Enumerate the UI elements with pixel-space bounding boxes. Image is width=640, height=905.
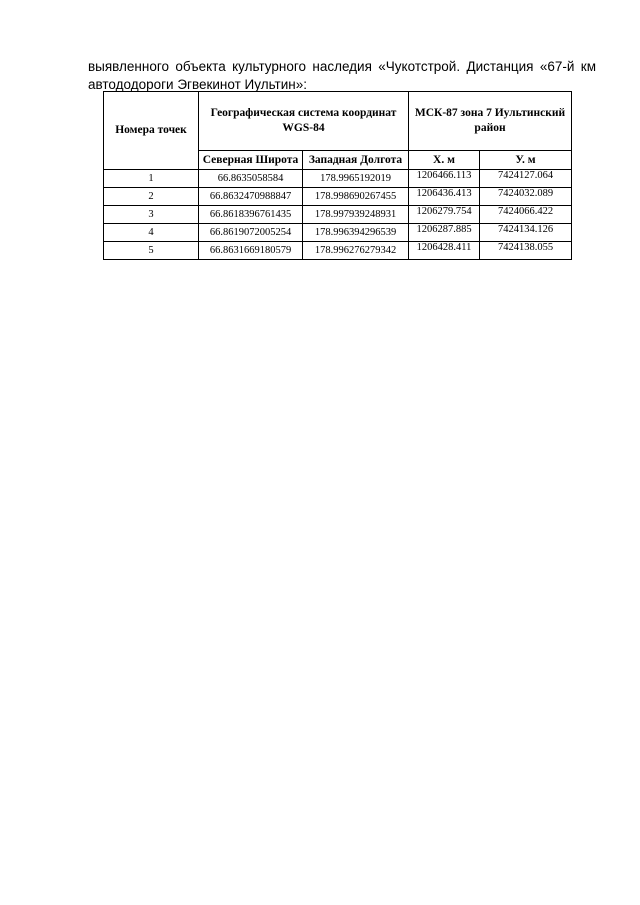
coordinates-table xyxy=(103,91,572,260)
point-number: 3 xyxy=(104,206,199,224)
intro-paragraph: выявленного объекта культурного наследия «Чукотстрой. Дистанция «67-й км автододороги Эгвекинот Иультин»: xyxy=(88,58,596,92)
y-value: 7424032.089 xyxy=(480,188,572,206)
table-row xyxy=(104,188,572,206)
x-value: 1206466.113 xyxy=(409,170,480,188)
header-point-numbers: Номера точек xyxy=(104,92,199,170)
table-row xyxy=(104,170,572,188)
table-row xyxy=(104,206,572,224)
x-value: 1206428.411 xyxy=(409,242,480,260)
header-x-m: Х. м xyxy=(409,151,480,170)
y-value: 7424066.422 xyxy=(480,206,572,224)
latitude-value: 66.8618396761435 xyxy=(199,206,303,224)
longitude-value: 178.998690267455 xyxy=(303,188,409,206)
latitude-value: 66.8635058584 xyxy=(199,170,303,188)
table-row xyxy=(104,242,572,260)
longitude-value: 178.996394296539 xyxy=(303,224,409,242)
longitude-value: 178.997939248931 xyxy=(303,206,409,224)
latitude-value: 66.8631669180579 xyxy=(199,242,303,260)
y-value: 7424138.055 xyxy=(480,242,572,260)
header-north-latitude: Северная Широта xyxy=(199,151,303,170)
longitude-value: 178.996276279342 xyxy=(303,242,409,260)
longitude-value: 178.9965192019 xyxy=(303,170,409,188)
table-body xyxy=(104,170,572,260)
header-geo-system: Географическая система координат WGS-84 xyxy=(199,92,409,151)
x-value: 1206287.885 xyxy=(409,224,480,242)
point-number: 1 xyxy=(104,170,199,188)
y-value: 7424134.126 xyxy=(480,224,572,242)
point-number: 4 xyxy=(104,224,199,242)
point-number: 2 xyxy=(104,188,199,206)
point-number: 5 xyxy=(104,242,199,260)
table-header xyxy=(104,92,572,170)
x-value: 1206436.413 xyxy=(409,188,480,206)
header-y-m: У. м xyxy=(480,151,572,170)
header-west-longitude: Западная Долгота xyxy=(303,151,409,170)
latitude-value: 66.8619072005254 xyxy=(199,224,303,242)
header-msk-system: МСК-87 зона 7 Иультинский район xyxy=(409,92,572,151)
y-value: 7424127.064 xyxy=(480,170,572,188)
table-row xyxy=(104,224,572,242)
x-value: 1206279.754 xyxy=(409,206,480,224)
latitude-value: 66.8632470988847 xyxy=(199,188,303,206)
